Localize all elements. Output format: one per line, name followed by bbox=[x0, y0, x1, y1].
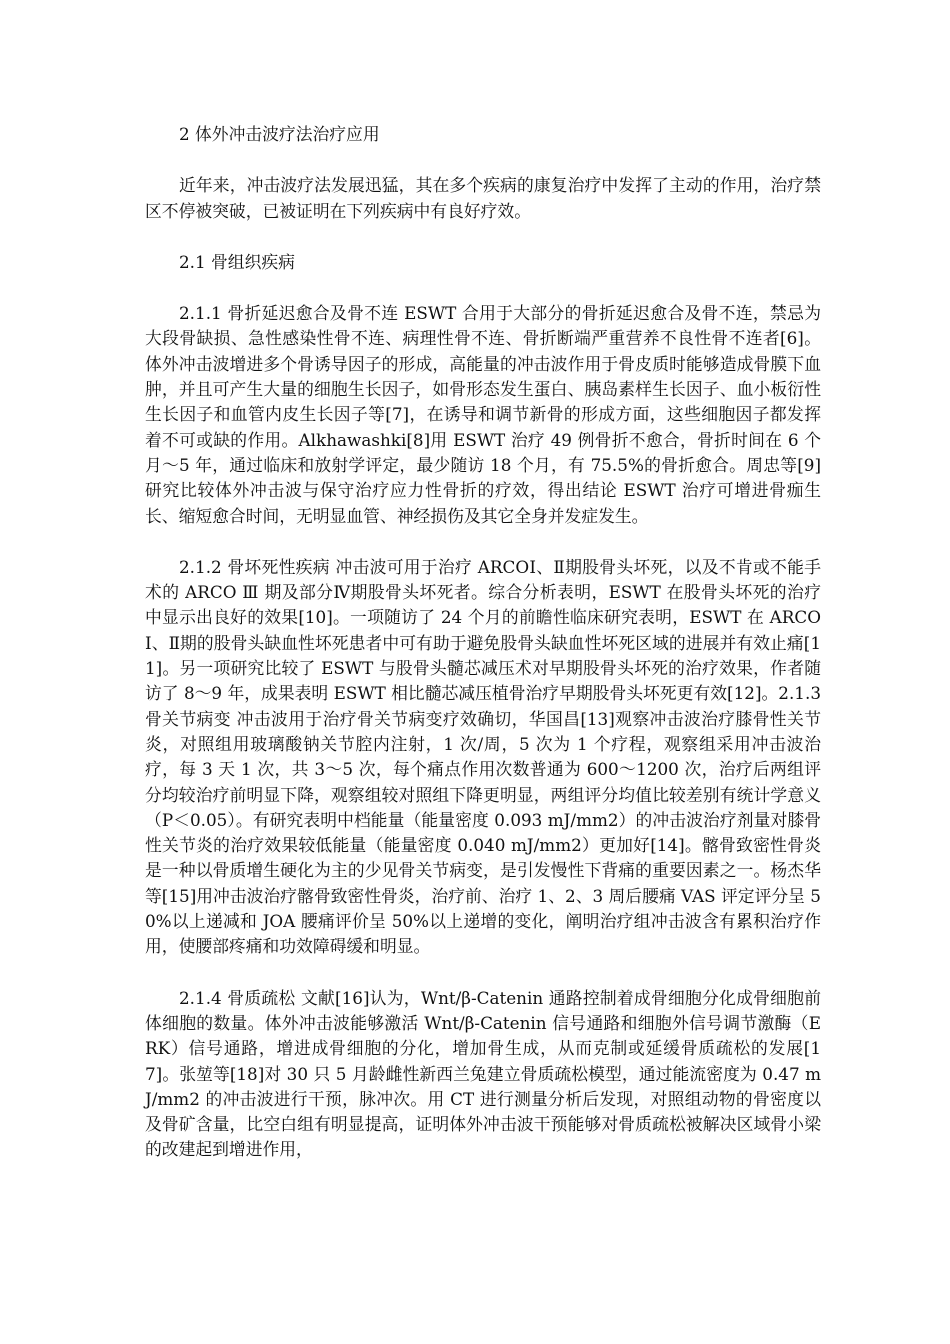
section-title: 2 体外冲击波疗法治疗应用 bbox=[179, 124, 380, 144]
paragraph-2-1-4: 2.1.4 骨质疏松 文献[16]认为，Wnt/β-Catenin 通路控制着成骨细胞分化成骨细胞前体细胞的数量。体外冲击波能够激活 Wnt/β-Catenin 信号通路和细胞外信号调节激酶（ERK）信号通路，增进成骨细胞的分化，增加骨生成，从而克制或延缓骨质疏松的发展[17]。张堃等[18]对 30 只 5 月龄雌性新西兰兔建立骨质疏松模型，通过能流密度为 0.47 mJ/mm2 的冲击波进行干预，脉冲次。用 CT 进行测量分析后发现，对照组动物的骨密度以及骨矿含量，比空白组有明显提高，证明体外冲击波干预能够对骨质疏松被解决区域骨小梁的改建起到增进作用， bbox=[145, 987, 821, 1160]
document-page bbox=[145, 122, 821, 1189]
paragraph-2-1-1: 2.1.1 骨折延迟愈合及骨不连 ESWT 合用于大部分的骨折延迟愈合及骨不连，禁忌为大段骨缺损、急性感染性骨不连、病理性骨不连、骨折断端严重营养不良性骨不连者[6]。体外冲击波增进多个骨诱导因子的形成，高能量的冲击波作用于骨皮质时能够造成骨膜下血肿，并且可产生大量的细胞生长因子，如骨形态发生蛋白、胰岛素样生长因子、血小板衍性生长因子和血管内皮生长因子等[7]，在诱导和调节新骨的形成方面，这些细胞因子都发挥着不可或缺的作用。Alkhawashki[8]用 ESWT 治疗 49 例骨折不愈合，骨折时间在 6 个月～5 年，通过临床和放射学评定，最少随访 18 个月，有 75.5%的骨折愈合。周忠等[9]研究比较体外冲击波与保守治疗应力性骨折的疗效，得出结论 ESWT 治疗可增进骨痂生长、缩短愈合时间，无明显血管、神经损伤及其它全身并发症发生。 bbox=[145, 303, 821, 526]
paragraph-2-1-2: 2.1.2 骨坏死性疾病 冲击波可用于治疗 ARCOⅠ、Ⅱ期股骨头坏死，以及不肯或不能手术的 ARCO Ⅲ 期及部分Ⅳ期股骨头坏死者。综合分析表明，ESWT 在股骨头坏死的治疗中显示出良好的效果[10]。一项随访了 24 个月的前瞻性临床研究表明，ESWT 在 ARCO Ⅰ、Ⅱ期的股骨头缺血性坏死患者中可有助于避免股骨头缺血性坏死区域的进展并有效止痛[11]。另一项研究比较了 ESWT 与股骨头髓芯减压术对早期股骨头坏死的治疗效果，作者随访了 8～9 年，成果表明 ESWT 相比髓芯减压植骨治疗早期股骨头坏死更有效[12]。2.1.3 骨关节病变 冲击波用于治疗骨关节病变疗效确切，华国昌[13]观察冲击波治疗膝骨性关节炎，对照组用玻璃酸钠关节腔内注射，1 次/周，5 次为 1 个疗程，观察组采用冲击波治疗，每 3 天 1 次，共 3～5 次，每个痛点作用次数普通为 600～1200 次，治疗后两组评分均较治疗前明显下降，观察组较对照组下降更明显，两组评分均值比较差别有统计学意义（P＜0.05）。有研究表明中档能量（能量密度 0.093 mJ/mm2）的冲击波治疗剂量对膝骨性关节炎的治疗效果较低能量（能量密度 0.040 mJ/mm2）更加好[14]。髂骨致密性骨炎是一种以骨质增生硬化为主的少见骨关节病变，是引发慢性下背痛的重要因素之一。杨杰华等[15]用冲击波治疗髂骨致密性骨炎，治疗前、治疗 1、2、3 周后腰痛 VAS 评定评分呈 50%以上递减和 JOA 腰痛评价呈 50%以上递增的变化，阐明治疗组冲击波含有累积治疗作用，使腰部疼痛和功效障碍缓和明显。 bbox=[145, 556, 821, 957]
intro-paragraph: 近年来，冲击波疗法发展迅猛，其在多个疾病的康复治疗中发挥了主动的作用，治疗禁区不停被突破，已被证明在下列疾病中有良好疗效。 bbox=[145, 175, 821, 221]
subsection-title: 2.1 骨组织疾病 bbox=[179, 251, 295, 272]
